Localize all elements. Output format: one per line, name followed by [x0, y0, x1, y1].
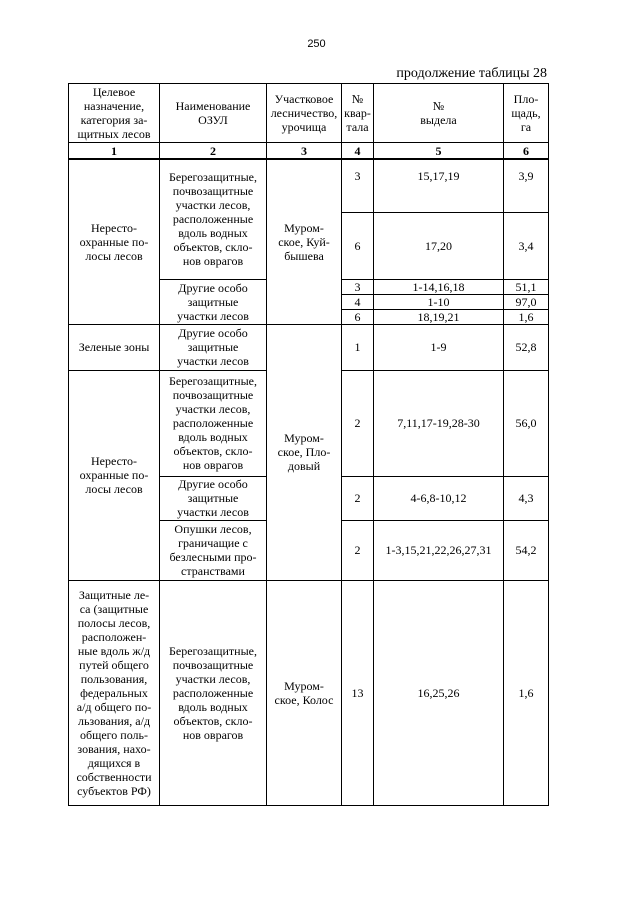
area-cell: 1,6: [504, 580, 549, 805]
ozul-name-cell: Опушки лесов, граничащие с безлесными про- странствами: [160, 520, 267, 580]
column-number: 2: [160, 143, 267, 160]
column-number: 1: [69, 143, 160, 160]
forest-protection-table: [68, 83, 549, 806]
quarter-cell: 4: [342, 294, 374, 309]
area-cell: 54,2: [504, 520, 549, 580]
purpose-cell: Зеленые зоны: [69, 324, 160, 370]
table-row: [69, 324, 549, 370]
purpose-cell: Нересто- охранные по- лосы лесов: [69, 370, 160, 580]
quarter-cell: 3: [342, 279, 374, 294]
forestry-cell: Муром- ское, Куй- бышева: [267, 159, 342, 324]
area-cell: 97,0: [504, 294, 549, 309]
allotment-cell: 1-3,15,21,22,26,27,31: [374, 520, 504, 580]
ozul-name-cell: Другие особо защитные участки лесов: [160, 476, 267, 520]
ozul-name-cell: Другие особо защитные участки лесов: [160, 324, 267, 370]
column-number: 4: [342, 143, 374, 160]
area-cell: 4,3: [504, 476, 549, 520]
ozul-name-cell: Другие особо защитные участки лесов: [160, 279, 267, 324]
allotment-cell: 1-9: [374, 324, 504, 370]
ozul-name-cell: Берегозащитные, почвозащитные участки лесов, расположенные вдоль водных объектов, скло- нов оврагов: [160, 580, 267, 805]
header-purpose: Целевое назначение, категория за- щитных лесов: [69, 84, 160, 143]
table-row: [69, 159, 549, 212]
allotment-cell: 17,20: [374, 212, 504, 279]
purpose-cell: Нересто- охранные по- лосы лесов: [69, 159, 160, 324]
allotment-cell: 1-10: [374, 294, 504, 309]
area-cell: 3,4: [504, 212, 549, 279]
quarter-cell: 6: [342, 212, 374, 279]
ozul-name-cell: Берегозащитные, почвозащитные участки лесов, расположенные вдоль водных объектов, скло- нов оврагов: [160, 159, 267, 279]
quarter-cell: 1: [342, 324, 374, 370]
column-number: 6: [504, 143, 549, 160]
quarter-cell: 2: [342, 370, 374, 476]
forestry-cell: Муром- ское, Пло- довый: [267, 324, 342, 580]
quarter-cell: 13: [342, 580, 374, 805]
quarter-cell: 3: [342, 159, 374, 212]
area-cell: 51,1: [504, 279, 549, 294]
header-row: [69, 84, 549, 143]
column-number: 3: [267, 143, 342, 160]
header-forestry: Участковое лесничество, урочища: [267, 84, 342, 143]
header-area: Пло- щадь, га: [504, 84, 549, 143]
forestry-cell: Муром- ское, Колос: [267, 580, 342, 805]
allotment-cell: 7,11,17-19,28-30: [374, 370, 504, 476]
purpose-cell: Защитные ле- са (защитные полосы лесов, расположен- ные вдоль ж/д путей общего пользования, федеральных а/д общего по- льзования, а/д общего поль- зования, нахо- дящихся в собственности субъектов РФ): [69, 580, 160, 805]
allotment-cell: 16,25,26: [374, 580, 504, 805]
column-number: 5: [374, 143, 504, 160]
allotment-cell: 18,19,21: [374, 309, 504, 324]
header-allotment: № выдела: [374, 84, 504, 143]
allotment-cell: 4-6,8-10,12: [374, 476, 504, 520]
quarter-cell: 6: [342, 309, 374, 324]
ozul-name-cell: Берегозащитные, почвозащитные участки лесов, расположенные вдоль водных объектов, скло- нов оврагов: [160, 370, 267, 476]
area-cell: 52,8: [504, 324, 549, 370]
quarter-cell: 2: [342, 476, 374, 520]
page-number: 250: [307, 38, 326, 50]
area-cell: 56,0: [504, 370, 549, 476]
allotment-cell: 15,17,19: [374, 159, 504, 212]
allotment-cell: 1-14,16,18: [374, 279, 504, 294]
table-row: [69, 580, 549, 805]
header-quarter: № квар- тала: [342, 84, 374, 143]
continuation-title: продолжение таблицы 28: [396, 66, 547, 81]
area-cell: 1,6: [504, 309, 549, 324]
quarter-cell: 2: [342, 520, 374, 580]
header-ozul-name: Наименование ОЗУЛ: [160, 84, 267, 143]
area-cell: 3,9: [504, 159, 549, 212]
column-number-row: [69, 143, 549, 160]
